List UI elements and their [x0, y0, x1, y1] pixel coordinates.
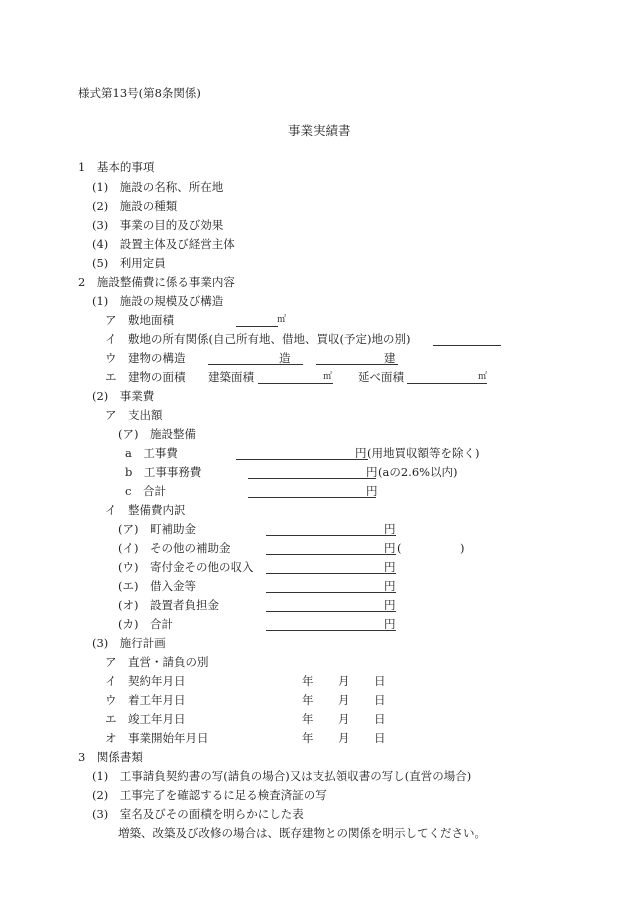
- date-row-label: イ 契約年月日: [105, 674, 186, 688]
- site-ownership-field[interactable]: [433, 332, 501, 346]
- breakdown-unit: 円: [384, 522, 396, 536]
- breakdown-field[interactable]: [266, 541, 396, 555]
- breakdown-unit: 円: [384, 541, 396, 555]
- year-unit: 年: [302, 693, 314, 707]
- breakdown-item-label: (イ) その他の補助金: [118, 541, 231, 555]
- breakdown-field[interactable]: [266, 560, 396, 574]
- site-ownership-label: イ 敷地の所有関係(自己所有地、借地、買収(予定)地の別): [105, 332, 411, 346]
- site-area-unit: ㎡: [277, 315, 287, 325]
- construction-cost-unit: 円: [355, 446, 367, 460]
- contract-type-label: ア 直営・請負の別: [105, 655, 209, 669]
- building-area-label: エ 建物の面積: [105, 370, 186, 384]
- breakdown-field[interactable]: [266, 579, 396, 593]
- month-unit: 月: [338, 674, 350, 688]
- page-title: 事業実績書: [288, 123, 351, 138]
- year-unit: 年: [302, 731, 314, 745]
- building-area-field[interactable]: [258, 370, 333, 384]
- day-unit: 日: [374, 693, 386, 707]
- year-unit: 年: [302, 674, 314, 688]
- structure-unit: 造: [279, 351, 291, 365]
- s1-item: (1) 施設の名称、所在地: [92, 180, 224, 194]
- s3-item: (1) 工事請負契約書の写(請負の場合)又は支払領収書の写し(直営の場合): [92, 769, 472, 783]
- building-area-unit: ㎡: [323, 372, 333, 382]
- month-unit: 月: [338, 731, 350, 745]
- construction-cost-field[interactable]: [236, 446, 368, 460]
- year-unit: 年: [302, 712, 314, 726]
- cost-total-label: c 合計: [125, 484, 166, 498]
- floor-area-field[interactable]: [407, 370, 487, 384]
- construction-cost-label: a 工事費: [125, 446, 178, 460]
- s1-item: (4) 設置主体及び経営主体: [92, 237, 235, 251]
- s2-sub3: (3) 施行計画: [92, 636, 166, 650]
- section-1-heading: 1 基本的事項: [78, 160, 155, 174]
- section-3-heading: 3 関係書類: [78, 750, 143, 764]
- floor-area-unit: ㎡: [478, 372, 488, 382]
- breakdown-field[interactable]: [266, 617, 396, 631]
- breakdown-label: イ 整備費内訳: [105, 503, 186, 517]
- s3-item: (3) 室名及びその面積を明らかにした表: [92, 807, 304, 821]
- other-subsidy-paren-close: ): [460, 541, 465, 555]
- section-2-heading: 2 施設整備費に係る事業内容: [78, 275, 235, 289]
- breakdown-unit: 円: [384, 617, 396, 631]
- office-cost-field[interactable]: [248, 465, 376, 479]
- breakdown-unit: 円: [384, 579, 396, 593]
- date-row-label: ウ 着工年月日: [105, 693, 186, 707]
- cost-total-field[interactable]: [248, 484, 376, 498]
- breakdown-item-label: (ウ) 寄付金その他の収入: [118, 560, 254, 574]
- facility-development-label: (ア) 施設整備: [118, 427, 196, 441]
- breakdown-item-label: (ア) 町補助金: [118, 522, 196, 536]
- office-cost-unit: 円: [366, 465, 378, 479]
- other-subsidy-paren-open: (: [397, 541, 402, 555]
- form-number: 様式第13号(第8条関係): [78, 86, 201, 100]
- breakdown-field[interactable]: [266, 598, 396, 612]
- day-unit: 日: [374, 731, 386, 745]
- floors-unit: 建: [384, 351, 396, 365]
- breakdown-unit: 円: [384, 598, 396, 612]
- day-unit: 日: [374, 712, 386, 726]
- s2-sub1: (1) 施設の規模及び構造: [92, 294, 224, 308]
- building-area-sub: 建築面積: [208, 370, 254, 384]
- month-unit: 月: [338, 712, 350, 726]
- breakdown-item-label: (エ) 借入金等: [118, 579, 196, 593]
- expenditure-label: ア 支出額: [105, 408, 163, 422]
- month-unit: 月: [338, 693, 350, 707]
- office-cost-label: b 工事事務費: [125, 465, 202, 479]
- breakdown-unit: 円: [384, 560, 396, 574]
- construction-cost-note: (用地買収額等を除く): [367, 446, 480, 460]
- s3-item: (2) 工事完了を確認するに足る検査済証の写: [92, 788, 327, 802]
- s2-sub2: (2) 事業費: [92, 389, 155, 403]
- office-cost-note: (aの2.6%以内): [378, 465, 458, 479]
- breakdown-item-label: (カ) 合計: [118, 617, 173, 631]
- floor-area-sub: 延べ面積: [358, 370, 404, 384]
- building-structure-label: ウ 建物の構造: [105, 351, 186, 365]
- day-unit: 日: [374, 674, 386, 688]
- s3-note: 増築、改築及び改修の場合は、既存建物との関係を明示してください。: [118, 826, 486, 840]
- date-row-label: エ 竣工年月日: [105, 712, 186, 726]
- s1-item: (5) 利用定員: [92, 256, 166, 270]
- site-area-label: ア 敷地面積: [105, 313, 174, 327]
- s1-item: (3) 事業の目的及び効果: [92, 218, 224, 232]
- breakdown-item-label: (オ) 設置者負担金: [118, 598, 219, 612]
- s1-item: (2) 施設の種類: [92, 199, 178, 213]
- breakdown-field[interactable]: [266, 522, 396, 536]
- date-row-label: オ 事業開始年月日: [105, 731, 209, 745]
- site-area-field[interactable]: [236, 313, 278, 327]
- cost-total-unit: 円: [366, 484, 378, 498]
